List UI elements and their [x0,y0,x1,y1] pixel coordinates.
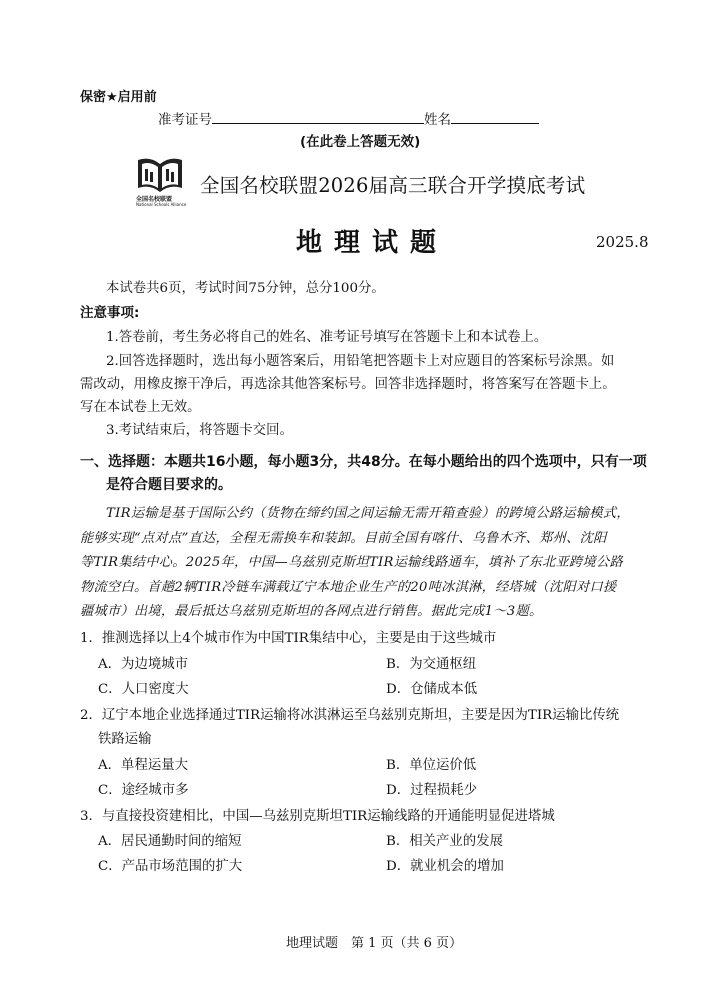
material-line: 能够实现“点对点”直达，全程无需换车和装卸。目前全国有喀什、乌鲁木齐、郑州、沈阳 [80,531,607,546]
logo-subtext: National Schools Alliance [136,202,187,207]
name-label: 姓名 [424,112,451,128]
option-c: C．途经城市多 [98,783,189,798]
option-c: C．人口密度大 [98,682,189,697]
notice-line: 需改动，用橡皮擦干净后，再选涂其他答案标号。回答非选择题时，将答案写在答题卡上。 [80,377,616,392]
subject-title: 地理试题 [296,228,449,258]
option-d: D．就业机会的增加 [386,859,504,874]
option-c: C．产品市场范围的扩大 [98,859,243,874]
question-stem: 2．辽宁本地企业选择通过TIR运输将冰淇淋运至乌兹别克斯坦，主要是因为TIR运输比传统 [80,708,620,723]
section-heading: 一、选择题：本题共16小题，每小题3分，共48分。在每小题给出的四个选项中，只有一项 [80,454,647,470]
notice-heading: 注意事项: [80,305,140,321]
confidential-label: 保密★启用前 [80,90,157,105]
notice-line: 3.考试结束后，将答题卡交回。 [106,423,293,438]
page-footer: 地理试题 第 1 页（共 6 页） [286,936,463,951]
option-a: A．为边境城市 [98,657,189,672]
notice-line: 写在本试卷上无效。 [80,400,201,415]
exam-id-blank [212,110,424,124]
exam-title: 全国名校联盟2026届高三联合开学摸底考试 [200,174,586,197]
exam-date: 2025.8 [596,233,649,251]
option-b: B．单位运价低 [386,758,477,773]
material-line: 等TIR集结中心。2025年，中国—乌兹别克斯坦TIR运输线路通车，填补了东北亚跨境公路 [80,555,624,570]
question-stem: 3．与直接投资建相比，中国—乌兹别克斯坦TIR运输线路的开通能明显促进塔城 [80,809,555,824]
option-a: A．单程运量大 [98,758,189,773]
exam-id-label: 准考证号 [158,112,212,128]
notice-line: 2.回答选择题时，选出每小题答案后，用铅笔把答题卡上对应题目的答案标号涂黑。如 [106,354,615,369]
option-b: B．为交通枢纽 [386,657,477,672]
invalid-note: (在此卷上答题无效) [300,134,421,150]
logo-text: 全国名校联盟 [136,196,173,203]
material-line: 物流空白。首趟2辆TIR冷链车满载辽宁本地企业生产的20吨冰淇淋，经塔城（沈阳对口援 [80,580,617,595]
name-blank [451,110,539,124]
section-heading-cont: 是符合题目要求的。 [106,477,232,493]
intro-text: 本试卷共6页，考试时间75分钟，总分100分。 [106,281,385,296]
exam-id-line [158,108,539,128]
notice-line: 1.答卷前，考生务必将自己的姓名、准考证号填写在答题卡上和本试卷上。 [106,330,548,345]
question-stem-cont: 铁路运输 [98,732,152,747]
option-b: B．相关产业的发展 [386,834,503,849]
question-stem: 1．推测选择以上4个城市作为中国TIR集结中心，主要是由于这些城市 [80,631,497,646]
material-line: TIR运输是基于国际公约（货物在缔约国之间运输无需开箱查验）的跨境公路运输模式， [106,506,630,521]
option-a: A．居民通勤时间的缩短 [98,834,242,849]
material-line: 疆城市）出境，最后抵达乌兹别克斯坦的各网点进行销售。据此完成1～3题。 [80,604,543,619]
option-d: D．仓储成本低 [386,682,478,697]
option-d: D．过程损耗少 [386,783,478,798]
